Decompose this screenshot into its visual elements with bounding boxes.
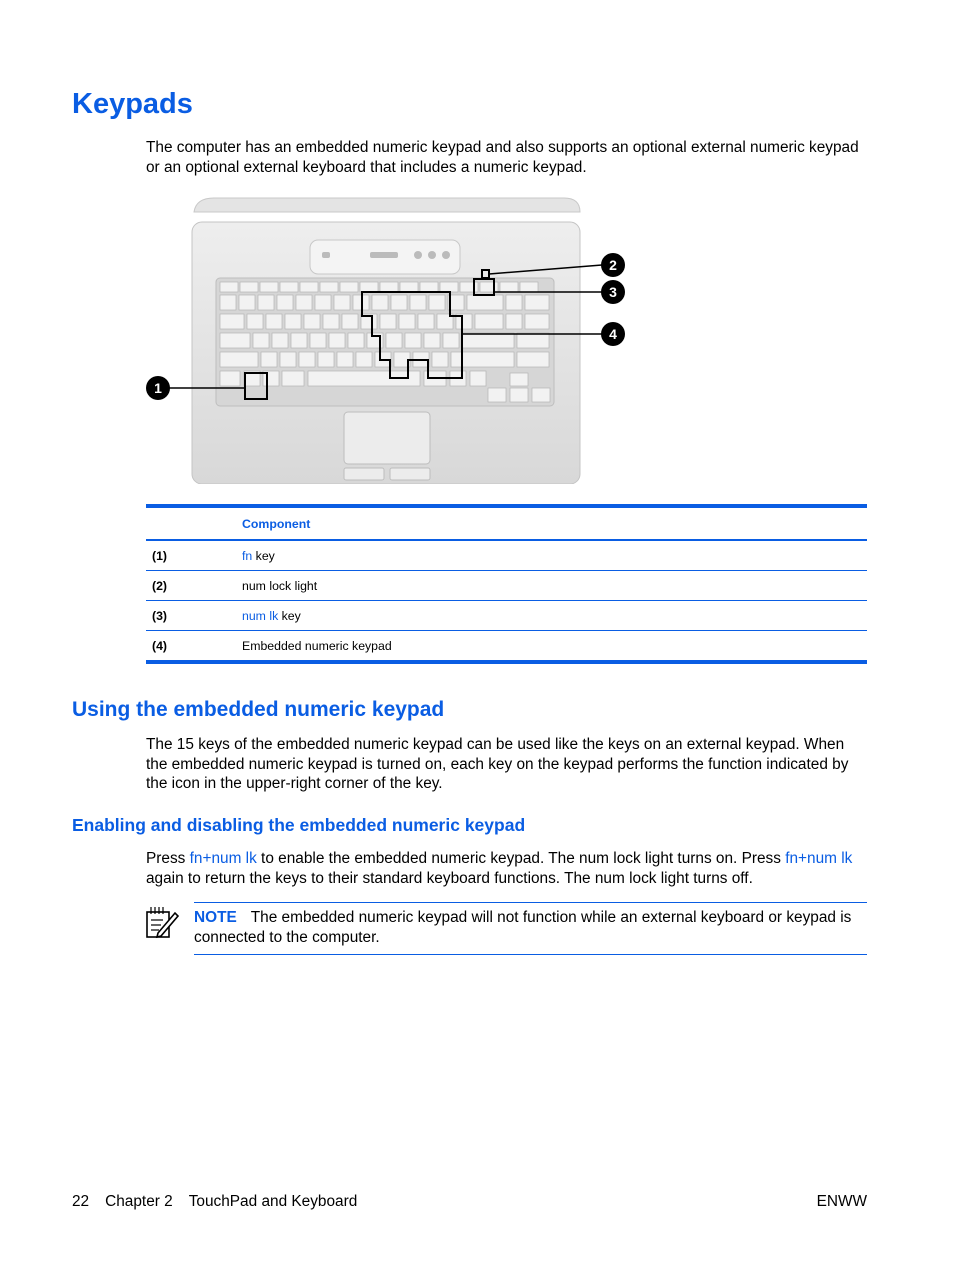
callout-2 (601, 253, 625, 277)
row-component (236, 571, 867, 601)
footer-left (72, 1193, 373, 1211)
row-text: key (252, 548, 275, 563)
row-text: num lock light (242, 578, 318, 593)
section-heading: Using the embedded numeric keypad (72, 698, 445, 721)
row-text: key (278, 608, 301, 623)
table-row (146, 631, 867, 663)
svg-text:4: 4 (609, 326, 617, 342)
svg-text:2: 2 (609, 257, 617, 273)
note-text: The embedded numeric keypad will not function while an external keyboard or keypad is connected to the computer. (194, 909, 852, 946)
key-link[interactable]: fn (242, 548, 253, 563)
page-number: 22 (72, 1193, 90, 1210)
page-title: Keypads (72, 88, 193, 120)
note-box (194, 902, 867, 955)
intro-paragraph: The computer has an embedded numeric keypad and also supports an optional external numeric keypad or an optional external keyboard that includes a numeric keypad. (146, 139, 859, 176)
callout-1 (146, 376, 170, 400)
row-component (236, 540, 867, 571)
note-pencil-icon (144, 904, 180, 940)
row-text: Embedded numeric keypad (242, 638, 392, 653)
text-run: to enable the embedded numeric keypad. The num lock light turns on. Press (256, 850, 786, 867)
key-combo-link[interactable]: fn+num lk (189, 850, 257, 867)
chapter-label: Chapter 2 (105, 1193, 173, 1210)
chapter-title: TouchPad and Keyboard (188, 1193, 358, 1210)
row-number: (2) (146, 571, 236, 601)
row-component (236, 601, 867, 631)
table-header-row (146, 506, 867, 540)
subsection-heading: Enabling and disabling the embedded numeric keypad (72, 815, 526, 835)
row-number: (3) (146, 601, 236, 631)
text-run: Press (146, 850, 190, 867)
keyboard-figure (144, 192, 634, 484)
svg-text:3: 3 (609, 284, 617, 300)
header-component: Component (236, 506, 867, 540)
callout-4 (601, 322, 625, 346)
row-number: (1) (146, 540, 236, 571)
section-paragraph: The 15 keys of the embedded numeric keypad can be used like the keys on an external keypad. When the embedded numeric keypad is turned on, each key on the keypad performs the function indicated by the icon in the upper-right corner of the key. (146, 736, 849, 792)
table-row (146, 601, 867, 631)
key-combo-link[interactable]: fn+num lk (785, 850, 853, 867)
row-component (236, 631, 867, 663)
note-label: NOTE (194, 909, 237, 926)
svg-text:1: 1 (154, 380, 162, 396)
key-link[interactable]: num lk (242, 608, 279, 623)
component-table (146, 504, 867, 664)
header-number (146, 506, 236, 540)
footer-right: ENWW (816, 1193, 867, 1210)
callout-3 (601, 280, 625, 304)
table-row (146, 540, 867, 571)
table-row (146, 571, 867, 601)
text-run: again to return the keys to their standard keyboard functions. The num lock light turns off. (146, 869, 753, 887)
subsection-paragraph (146, 849, 868, 888)
row-number: (4) (152, 638, 168, 653)
